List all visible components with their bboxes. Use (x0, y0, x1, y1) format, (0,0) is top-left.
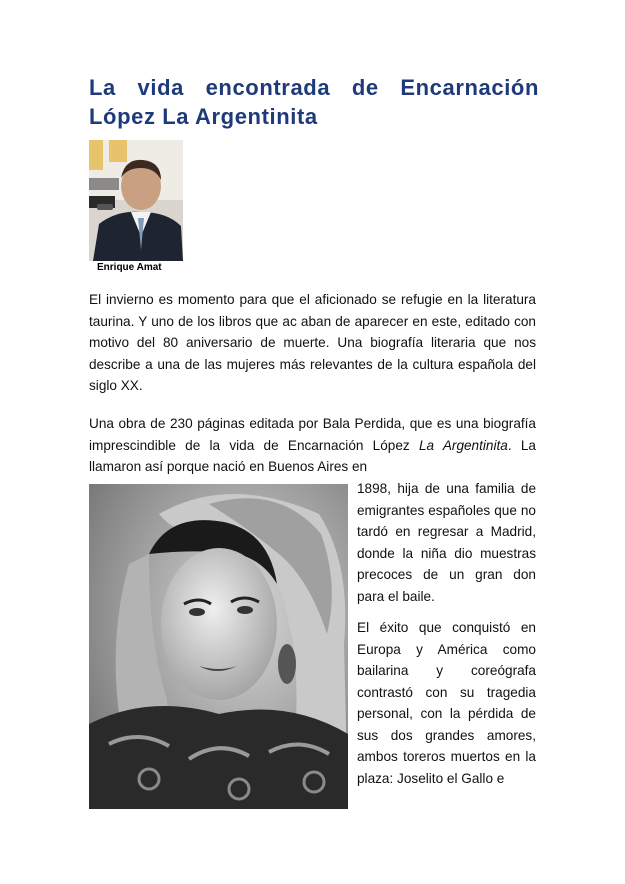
paragraph-text: Una obra de 230 páginas editada por Bala Perdida, que es una biografía imprescindible de la vida de Encarnación López (89, 416, 536, 453)
article-paragraph (89, 413, 536, 478)
italic-name: La Argentinita (418, 437, 508, 453)
article-paragraph: El éxito que conquistó en Europa y América como bailarina y coreógrafa contrastó con su tragedia personal, con la pérdida de sus dos grandes amores, ambos toreros muertos en la plaza: Joselito el Gallo e (357, 620, 536, 786)
article-title: La vida encontrada de Encarnación López La Argentinita (89, 75, 539, 129)
author-caption: Enrique Amat (97, 262, 162, 273)
author-photo (89, 140, 183, 261)
article-paragraph: 1898, hija de una familia de emigrantes españoles que no tardó en regresar a Madrid, donde la niña dio muestras precoces de un gran don para el baile. (357, 481, 536, 604)
argentinita-portrait (89, 484, 348, 809)
article-paragraph: El invierno es momento para que el aficionado se refugie en la literatura taurina. Y uno de los libros que ac aban de aparecer en este, editado con motivo del 80 aniversario de muerte. Una biografía literaria que nos describe a una de las mujeres más relevantes de la cultura española del siglo XX. (89, 292, 536, 393)
paragraph-text: . La llamaron así porque nació en Buenos Aires en (89, 437, 536, 474)
